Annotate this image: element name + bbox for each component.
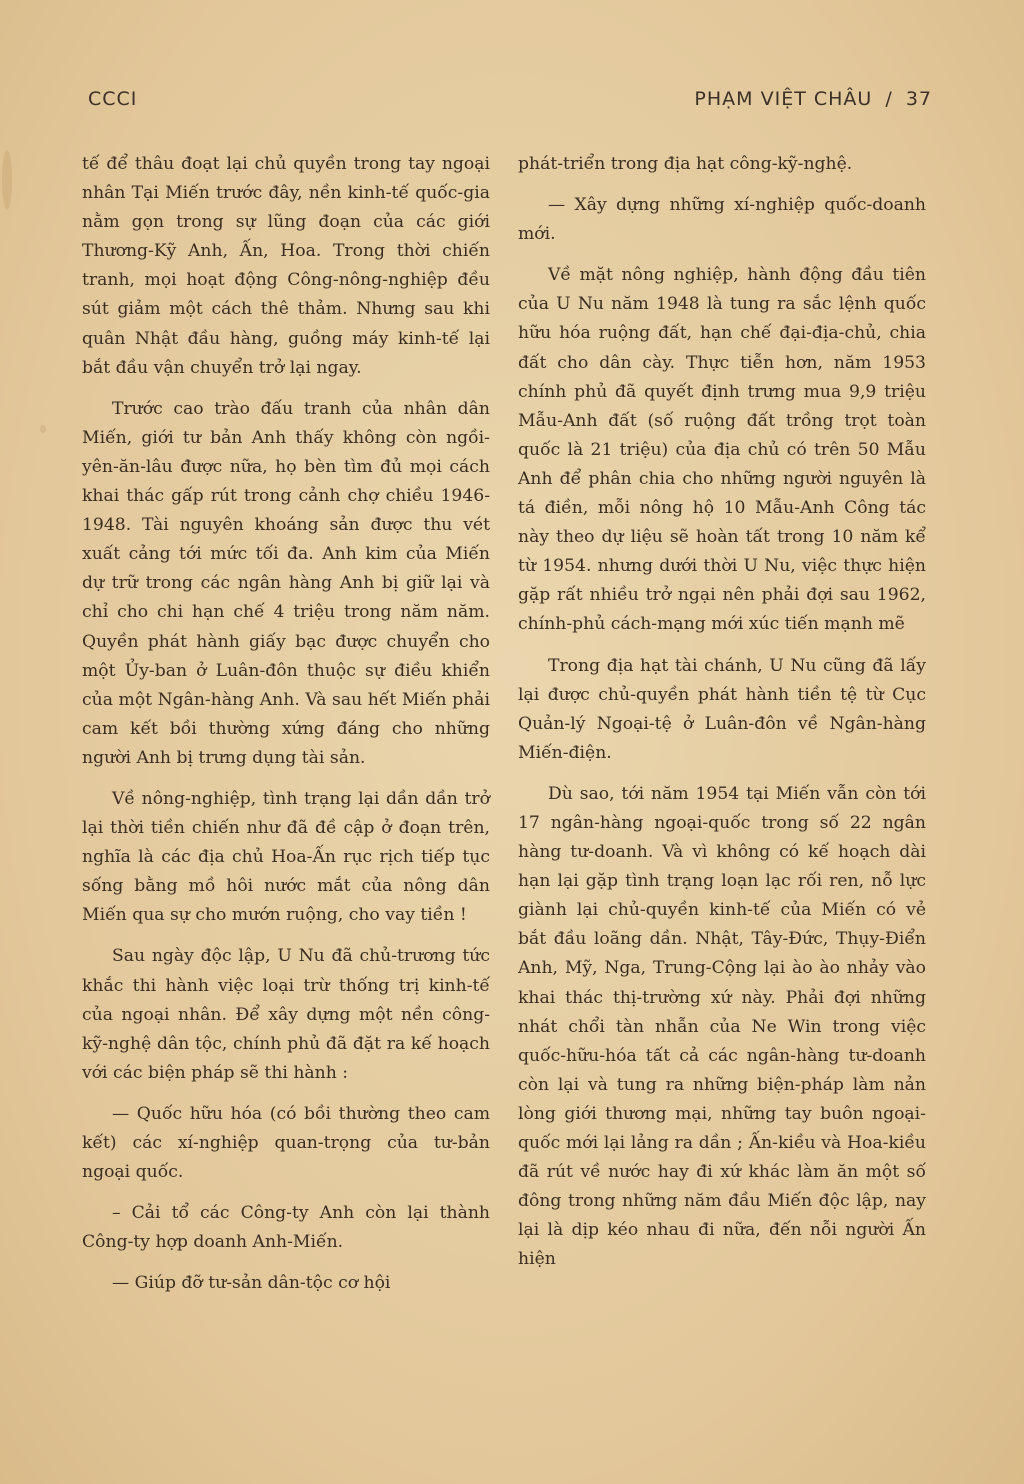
paragraph: Sau ngày độc lập, U Nu đã chủ-trương tức khắc thi hành việc loại trừ thống trị kinh-tế của ngoại nhân. Để xây dựng một nền công-kỹ-nghệ dân tộc, chính phủ đã đặt ra kế hoạch với các biện pháp sẽ thi hành :	[82, 946, 490, 1083]
paragraph: Về mặt nông nghiệp, hành động đầu tiên của U Nu năm 1948 là tung ra sắc lệnh quốc hữu hóa ruộng đất, hạn chế đại-địa-chủ, chia đất cho dân cày. Thực tiễn hơn, năm 1953 chính phủ đã quyết định trưng mua 9,9 triệu Mẫu-Anh đất (số ruộng đất trồng trọt toàn quốc là 21 triệu) của địa chủ có trên 50 Mẫu Anh để phân chia cho những người nguyên là tá điền, mỗi nông hộ 10 Mẫu-Anh Công tác này theo dự liệu sẽ hoàn tất trong 10 năm kể từ 1954. nhưng dưới thời U Nu, việc thực hiện gặp rất nhiều trở ngại nên phải đợi sau 1962, chính-phủ cách-mạng mới xúc tiến mạnh mẽ	[518, 265, 926, 635]
header-separator: /	[885, 88, 893, 110]
running-header	[88, 88, 932, 118]
paragraph: – Cải tổ các Công-ty Anh còn lại thành Công-ty hợp doanh Anh-Miến.	[82, 1203, 490, 1253]
left-column	[82, 150, 490, 1298]
paper-stain	[2, 150, 12, 210]
header-author: PHẠM VIỆT CHÂU	[694, 88, 873, 110]
paragraph: — Giúp đỡ tư-sản dân-tộc cơ hội	[112, 1273, 391, 1294]
page-number: 37	[905, 88, 932, 110]
paragraph: Trước cao trào đấu tranh của nhân dân Miến, giới tư bản Anh thấy không còn ngồi-yên-ăn-lâu được nữa, họ bèn tìm đủ mọi cách khai thác gấp rút trong cảnh chợ chiều 1946-1948. Tài nguyên khoáng sản được thu vét xuất cảng tới mức tối đa. Anh kim của Miến dự trữ trong các ngân hàng Anh bị giữ lại và chỉ cho chi hạn chế 4 triệu trong năm năm. Quyền phát hành giấy bạc được chuyển cho một Ủy-ban ở Luân-đôn thuộc sự điều khiển của một Ngân-hàng Anh. Và sau hết Miến phải cam kết bồi thường xứng đáng cho những người Anh bị trưng dụng tài sản.	[82, 398, 490, 768]
paragraph: phát-triển trong địa hạt công-kỹ-nghệ.	[518, 154, 853, 174]
paragraph: Trong địa hạt tài chánh, U Nu cũng đã lấy lại được chủ-quyền phát hành tiền tệ từ Cục Quản-lý Ngoại-tệ ở Luân-đôn về Ngân-hàng Miến-điện.	[518, 655, 926, 763]
header-right	[688, 88, 932, 110]
paper-stain	[40, 425, 46, 433]
paragraph: Dù sao, tới năm 1954 tại Miến vẫn còn tới 17 ngân-hàng ngoại-quốc trong số 22 ngân hàng tư-doanh. Và vì không có kế hoạch dài hạn lại gặp tình trạng loạn lạc rối ren, nỗ lực giành lại chủ-quyền kinh-tế của Miến có vẻ bắt đầu loãng dần. Nhật, Tây-Đức, Thụy-Điển Anh, Mỹ, Nga, Trung-Cộng lại ào ào nhảy vào khai thác thị-trường xứ này. Phải đợi những nhát chổi tàn nhẫn của Ne Win trong việc quốc-hữu-hóa tất cả các ngân-hàng tư-doanh còn lại và tung ra những biện-pháp làm nản lòng giới thương mại, những tay buôn ngoại-quốc mới lại lảng ra dần ; Ấn-kiều và Hoa-kiều đã rút về nước hay đi xứ khác làm ăn một số đông trong những năm đầu Miến độc lập, nay lại là dịp kéo nhau đi nữa, đến nỗi người Ấn hiện	[518, 783, 926, 1270]
paragraph: — Xây dựng những xí-nghiệp quốc-doanh mới.	[518, 195, 926, 245]
right-column	[518, 150, 926, 1274]
paragraph: tế để thâu đoạt lại chủ quyền trong tay ngoại nhân Tại Miến trước đây, nền kinh-tế quốc-gia nằm gọn trong sự lũng đoạn của các giới Thương-Kỹ Anh, Ấn, Hoa. Trong thời chiến tranh, mọi hoạt động Công-nông-nghiệp đều sút giảm một cách thê thảm. Nhưng sau khi quân Nhật đầu hàng, guồng máy kinh-tế lại bắt đầu vận chuyển trở lại ngay.	[82, 154, 490, 378]
header-left-text: CCCI	[88, 88, 138, 110]
paragraph: — Quốc hữu hóa (có bồi thường theo cam kết) các xí-nghiệp quan-trọng của tư-bản ngoại quốc.	[82, 1103, 490, 1183]
paragraph: Về nông-nghiệp, tình trạng lại dần dần trở lại thời tiền chiến như đã đề cập ở đoạn trên, nghĩa là các địa chủ Hoa-Ấn rục rịch tiếp tục sống bằng mồ hôi nước mắt của nông dân Miến qua sự cho mướn ruộng, cho vay tiền !	[82, 788, 490, 926]
